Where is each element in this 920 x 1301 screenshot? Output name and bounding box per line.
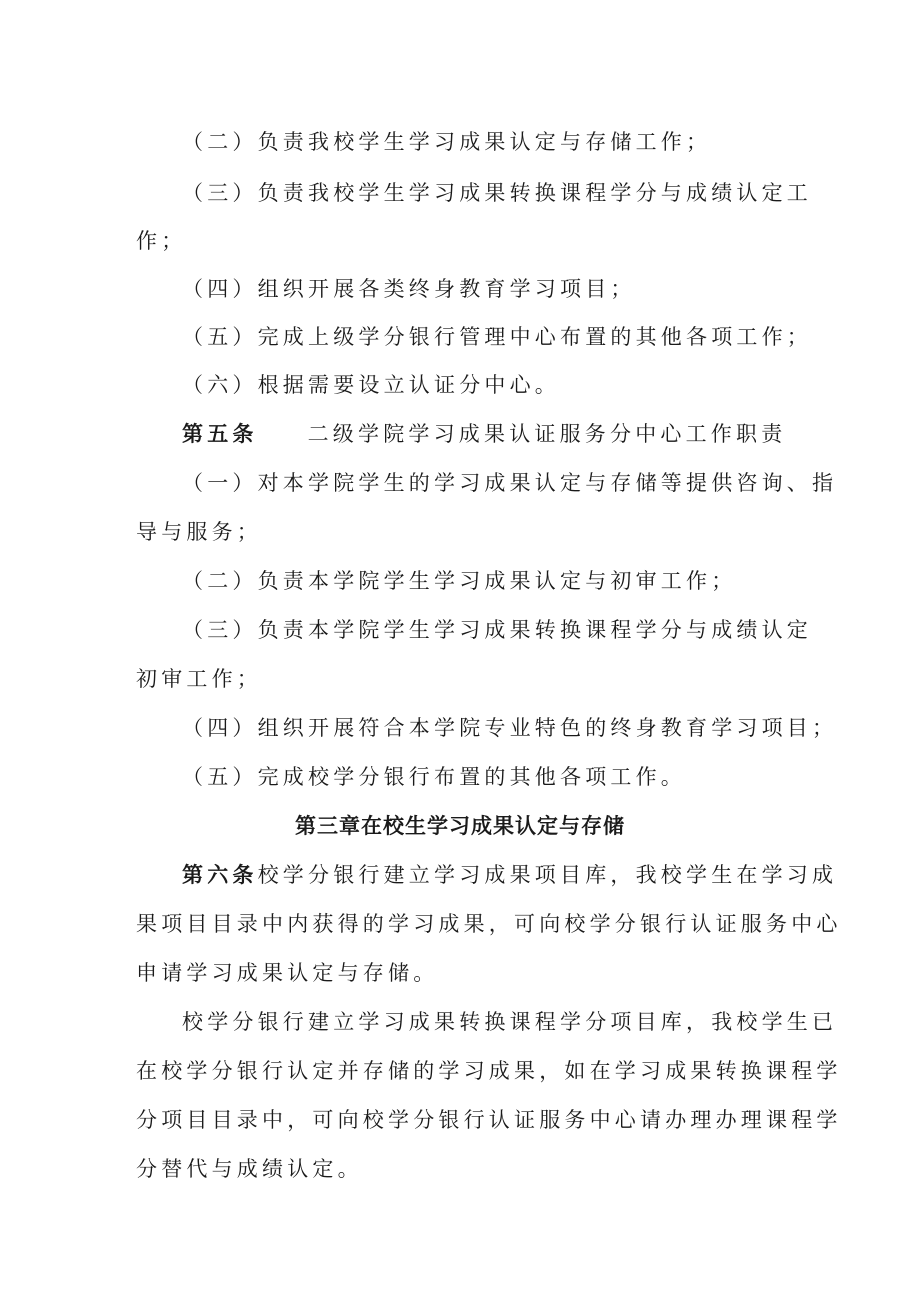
paragraph-line: 分项目目录中，可向校学分银行认证服务中心请办理办理课程学 [136, 1108, 842, 1132]
paragraph-line: （三）负责本学院学生学习成果转换课程学分与成绩认定 [182, 618, 812, 642]
paragraph-line: （四）组织开展各类终身教育学习项目； [182, 277, 636, 301]
paragraph-line: 初审工作； [136, 667, 262, 691]
paragraph-line: （三）负责我校学生学习成果转换课程学分与成绩认定工 [182, 181, 812, 205]
paragraph-line: （五）完成上级学分银行管理中心布置的其他各项工作； [182, 325, 812, 349]
article-title: 二级学院学习成果认证服务分中心工作职责 [307, 422, 787, 446]
article-label: 第六条 [182, 862, 258, 887]
paragraph-line: （六）根据需要设立认证分中心。 [182, 373, 560, 397]
article-paragraph [182, 860, 837, 890]
paragraph-line: 在校学分银行认定并存储的学习成果，如在学习成果转换课程学 [136, 1059, 842, 1083]
paragraph-line: （五）完成校学分银行布置的其他各项工作。 [182, 765, 686, 789]
paragraph-line: （四）组织开展符合本学院专业特色的终身教育学习项目； [182, 716, 838, 740]
paragraph-line: 校学分银行建立学习成果转换课程学分项目库，我校学生已 [182, 1010, 838, 1034]
paragraph-line: 果项目目录中内获得的学习成果，可向校学分银行认证服务中心 [136, 912, 842, 936]
paragraph-line: 作； [136, 229, 187, 253]
chapter-heading: 第三章在校生学习成果认定与存储 [295, 813, 625, 838]
paragraph-line: 申请学习成果认定与存储。 [136, 961, 439, 985]
article-heading [182, 419, 786, 449]
paragraph-line: 导与服务； [136, 520, 262, 544]
paragraph-line: 分替代与成绩认定。 [136, 1157, 363, 1181]
article-text: 校学分银行建立学习成果项目库，我校学生在学习成 [257, 863, 838, 887]
paragraph-line: （一）对本学院学生的学习成果认定与存储等提供咨询、指 [182, 471, 838, 495]
article-label: 第五条 [182, 421, 258, 446]
paragraph-line: （二）负责我校学生学习成果认定与存储工作； [182, 130, 712, 154]
paragraph-line: （二）负责本学院学生学习成果认定与初审工作； [182, 569, 737, 593]
